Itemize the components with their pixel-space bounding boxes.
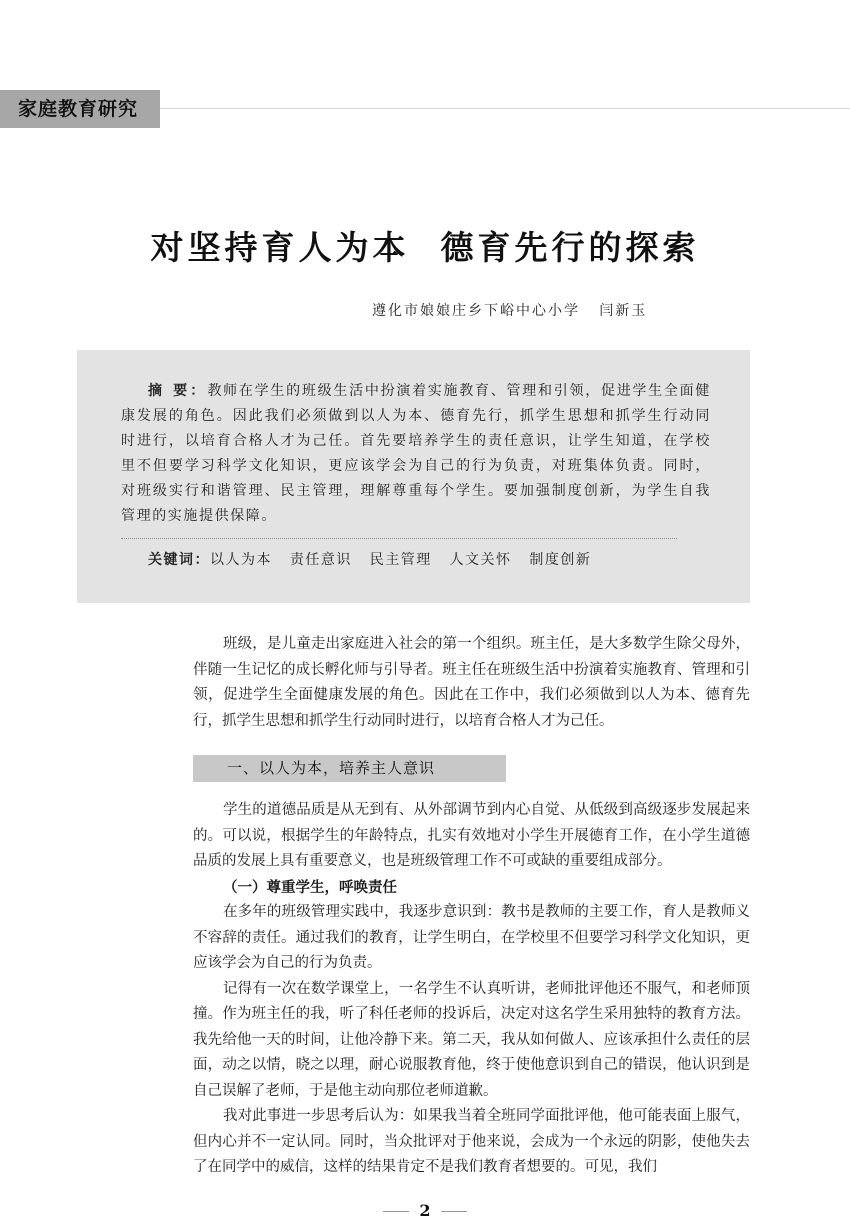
subsection-paragraph-1: 在多年的班级管理实践中，我逐步意识到：教书是教师的主要工作，育人是教师义不容辞的责任。通过我们的教育，让学生明白，在学校里不但要学习科学文化知识，更应该学会为自己的行为负责。 (193, 904, 750, 971)
author-line: 遵化市娘娘庄乡下峪中心小学 闫新玉 (372, 303, 648, 319)
footer-dash-right (441, 1211, 467, 1212)
footer-dash-left (383, 1211, 409, 1212)
keywords-list: 以人为本 责任意识 民主管理 人文关怀 制度创新 (210, 552, 592, 568)
intro-paragraph: 班级，是儿童走出家庭进入社会的第一个组织。班主任，是大多数学生除父母外，伴随一生记忆的成长孵化师与引导者。班主任在班级生活中扮演着实施教育、管理和引领，促进学生全面健康发展的角色。因此在工作中，我们必须做到以人为本、德育先行，抓学生思想和抓学生行动同时进行，以培育合格人才为己任。 (193, 636, 750, 729)
page-footer (0, 1201, 850, 1220)
abstract-divider (121, 538, 677, 539)
page-number: 2 (419, 1201, 431, 1220)
section-label: 家庭教育研究 (0, 90, 160, 128)
subsection-paragraph-2: 记得有一次在数学课堂上，一名学生不认真听讲，老师批评他还不服气，和老师顶撞。作为班主任的我，听了科任老师的投诉后，决定对这名学生采用独特的教育方法。我先给他一天的时间，让他冷静下来。第二天，我从如何做人、应该承担什么责任的层面，动之以情，晓之以理，耐心说服教育他，终于使他意识到自己的错误，他认识到是自己误解了老师，于是他主动向那位老师道歉。 (193, 980, 750, 1099)
intro-block (193, 632, 750, 734)
subsection-heading: （一）尊重学生，呼唤责任 (223, 878, 397, 896)
keywords-line (148, 549, 591, 571)
abstract-body: 教师在学生的班级生活中扮演着实施教育、管理和引领，促进学生全面健康发展的角色。因此我们必须做到以人为本、德育先行，抓学生思想和抓学生行动同时进行，以培育合格人才为己任。首先要培养学生的责任意识，让学生知道，在学校里不但要学习科学文化知识，更应该学会为自己的行为负责，对班集体负责。同时，对班级实行和谐管理、民主管理，理解尊重每个学生。要加强制度创新，为学生自我管理的实施提供保障。 (121, 383, 711, 524)
header-rule (160, 108, 850, 109)
abstract-text (121, 379, 711, 529)
abstract-box (77, 350, 750, 603)
section1-paragraph: 学生的道德品质是从无到有、从外部调节到内心自觉、从低级到高级逐步发展起来的。可以说，根据学生的年龄特点，扎实有效地对小学生开展德育工作，在小学生道德品质的发展上具有重要意义，也是班级管理工作不可或缺的重要组成部分。 (193, 802, 750, 869)
section1-block (193, 798, 750, 1181)
section-heading: 一、以人为本，培养主人意识 (193, 755, 506, 782)
abstract-label: 摘 要： (148, 383, 208, 399)
subsection-paragraph-3: 我对此事进一步思考后认为：如果我当着全班同学面批评他，他可能表面上服气，但内心并不一定认同。同时，当众批评对于他来说，会成为一个永远的阴影，使他失去了在同学中的威信，这样的结果肯定不是我们教育者想要的。可见，我们 (193, 1108, 750, 1175)
article-title: 对坚持育人为本 德育先行的探索 (150, 228, 700, 267)
keywords-label: 关键词： (148, 552, 210, 568)
